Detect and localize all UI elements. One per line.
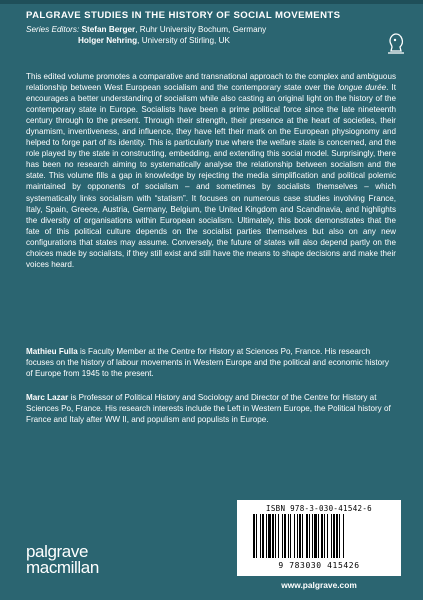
barcode-bar xyxy=(302,514,303,558)
barcode-bar xyxy=(275,514,276,558)
barcode-bar xyxy=(312,514,313,558)
barcode-bar xyxy=(339,514,340,558)
barcode-bar xyxy=(309,514,310,558)
barcode-bar xyxy=(333,514,335,558)
barcode-bar xyxy=(268,514,271,558)
barcode-bar xyxy=(260,514,261,558)
editor-name: Holger Nehring xyxy=(78,36,138,45)
editor-affiliation: , Ruhr University Bochum, Germany xyxy=(135,25,267,34)
barcode-digits: 9 783030 415426 xyxy=(278,561,360,570)
barcode-bar xyxy=(327,514,328,558)
barcode-bar xyxy=(336,514,338,558)
blurb-italic: longue durée xyxy=(337,83,387,93)
barcode-bar xyxy=(282,514,283,558)
barcode-bars xyxy=(251,514,387,560)
isbn-text: ISBN 978-3-030-41542-6 xyxy=(266,504,372,513)
top-rule xyxy=(0,0,423,4)
publisher-logo xyxy=(26,544,99,576)
barcode-bar xyxy=(278,514,279,558)
barcode-bar xyxy=(299,514,301,558)
barcode-bar xyxy=(262,514,264,558)
barcode-bar xyxy=(318,514,319,558)
barcode-bar xyxy=(288,514,289,558)
blurb-text: This edited volume promotes a comparative and transnational approach to the complex and ambiguous relationship between West European socialism and the contemporary state over the xyxy=(26,72,396,93)
barcode-bar xyxy=(306,514,308,558)
author-bio-1 xyxy=(26,346,396,379)
publisher-line-1: palgrave xyxy=(26,542,89,561)
barcode-bar xyxy=(266,514,267,558)
blurb xyxy=(26,71,396,270)
author-bio-text: is Faculty Member at the Centre for History at Sciences Po, France. His research focuses on the history of labour movements in Western Europe and the political and economic history of Europe from 1945 to the present. xyxy=(26,347,389,379)
barcode-bar xyxy=(324,514,325,558)
author-name: Mathieu Fulla xyxy=(26,347,78,356)
series-editors xyxy=(26,24,266,46)
barcode-bar xyxy=(297,514,298,558)
barcode-bar xyxy=(253,514,255,558)
author-bio-2 xyxy=(26,392,396,425)
barcode-bar xyxy=(294,514,295,558)
barcode-bar xyxy=(284,514,286,558)
barcode-bar xyxy=(290,514,291,558)
editor-affiliation: , University of Stirling, UK xyxy=(137,36,230,45)
barcode-bar xyxy=(256,514,257,558)
barcode-bar xyxy=(314,514,317,558)
series-title: PALGRAVE STUDIES IN THE HISTORY OF SOCIAL MOVEMENTS xyxy=(26,10,341,21)
author-bio-text: is Professor of Political History and Sociology and Director of the Centre for History at Sciences Po, France. His research interests include the Left in Western Europe, the Political history of France and Italy after WW II, and populism and populists in Europe. xyxy=(26,393,391,425)
barcode xyxy=(237,500,401,576)
barcode-bar xyxy=(272,514,274,558)
barcode-bar xyxy=(331,514,332,558)
blurb-text: . It encourages a better understanding of socialism while also casting an original light on the history of the contemporary state in Europe. Socialists have been a prime political force since the late nineteenth century through to the present. Through their strength, their presence at the heart of societies, their dynamism, inventiveness, and influence, they have left their mark on the European physiognomy and helped to forge part of its identity. This is particularly true where the welfare state is concerned, and the role played by the state in constructing, embedding, and extending this social model. Surprisingly, there has been no research aiming to systematically analyse the relationship between socialism and the state. This volume fills a gap in knowledge by rejecting the media simplification and political polemic maintained by opponents of socialism – and sometimes by socialists themselves – which systematically links socialism with “statism”. It focuses on numerous case studies involving France, Italy, Spain, Greece, Austria, Germany, Belgium, the United Kingdom and Scandinavia, and highlights the diversity of organisations within European socialism. Ultimately, this book demonstrates that the fate of this political culture depends on the socialist parties themselves but also on any new configurations that states may assume. Conversely, the future of states will also depend partly on the choices made by socialists, if they still exist and still have the means to shape decisions and make their voices heard. xyxy=(26,83,397,269)
publisher-line-2: macmillan xyxy=(26,558,99,577)
editor-line-2 xyxy=(26,35,266,46)
barcode-bar xyxy=(343,514,344,558)
blurb-paragraph xyxy=(26,71,396,270)
barcode-bar xyxy=(321,514,323,558)
editor-name: Stefan Berger xyxy=(81,25,136,34)
editors-label: Series Editors: xyxy=(26,25,80,34)
author-name: Marc Lazar xyxy=(26,393,69,402)
springer-chess-knight-icon xyxy=(384,32,408,56)
publisher-website: www.palgrave.com xyxy=(281,580,357,590)
editor-line-1 xyxy=(26,24,266,35)
